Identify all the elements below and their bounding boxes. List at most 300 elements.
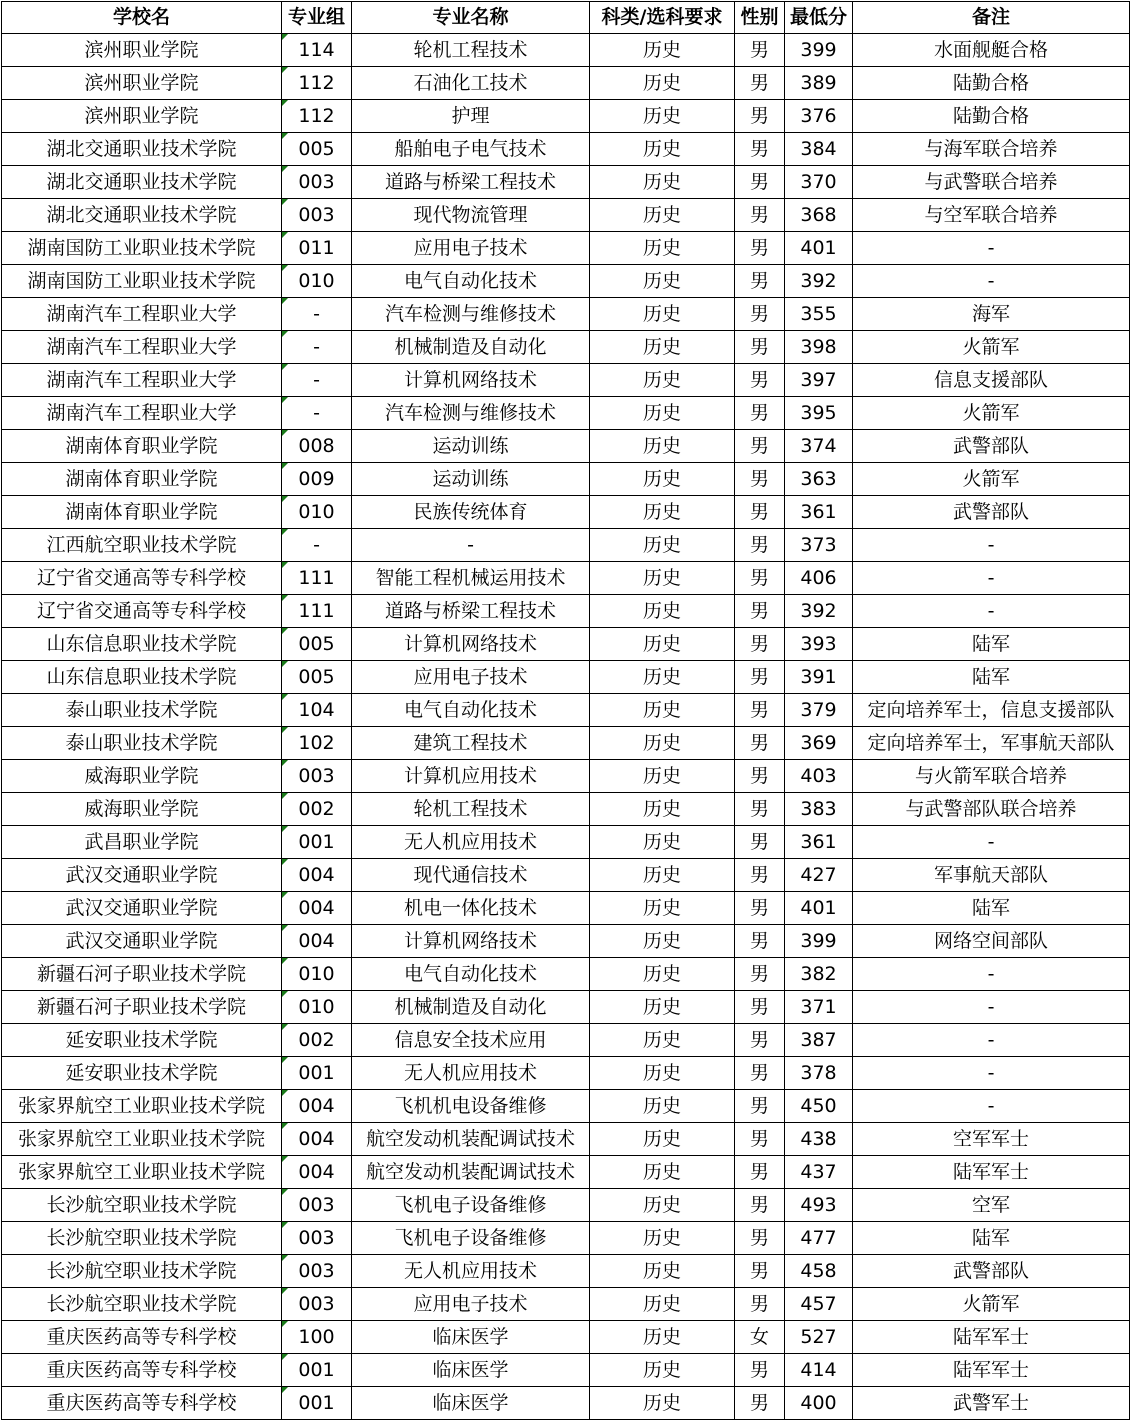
header-row (2, 2, 1130, 34)
min-score-cell: 395 (785, 397, 853, 430)
table-row (2, 793, 1130, 826)
major-name-cell: 飞机机电设备维修 (352, 1090, 590, 1123)
major-name-cell: 运动训练 (352, 430, 590, 463)
gender-cell: 男 (735, 925, 785, 958)
table-row (2, 265, 1130, 298)
min-score-cell: 427 (785, 859, 853, 892)
cell-text-marker-icon (282, 364, 288, 370)
subject-requirement-cell: 历史 (590, 232, 735, 265)
cell-text-marker-icon (282, 1024, 288, 1030)
school-name-cell: 重庆医药高等专科学校 (2, 1354, 282, 1387)
major-group-value: 008 (298, 434, 335, 457)
school-name-cell: 武昌职业学院 (2, 826, 282, 859)
school-name-cell: 湖南汽车工程职业大学 (2, 331, 282, 364)
cell-text-marker-icon (282, 133, 288, 139)
major-name-cell: 应用电子技术 (352, 661, 590, 694)
gender-cell: 男 (735, 1255, 785, 1288)
major-group-cell (282, 496, 352, 529)
major-group-value: 003 (298, 1259, 335, 1282)
major-group-value: 003 (298, 170, 335, 193)
subject-requirement-cell: 历史 (590, 34, 735, 67)
remarks-cell: 陆军 (853, 892, 1130, 925)
remarks-cell: 陆军军士 (853, 1321, 1130, 1354)
major-name-cell: 运动训练 (352, 463, 590, 496)
school-name-cell: 新疆石河子职业技术学院 (2, 991, 282, 1024)
gender-cell: 男 (735, 727, 785, 760)
subject-requirement-cell: 历史 (590, 1156, 735, 1189)
subject-requirement-cell: 历史 (590, 430, 735, 463)
major-name-cell: 计算机网络技术 (352, 628, 590, 661)
min-score-cell: 414 (785, 1354, 853, 1387)
gender-cell: 男 (735, 628, 785, 661)
major-group-value: 004 (298, 896, 335, 919)
school-name-cell: 湖北交通职业技术学院 (2, 166, 282, 199)
gender-cell: 男 (735, 1387, 785, 1420)
major-group-cell (282, 1387, 352, 1420)
cell-text-marker-icon (282, 166, 288, 172)
cell-text-marker-icon (282, 496, 288, 502)
subject-requirement-cell: 历史 (590, 661, 735, 694)
subject-requirement-cell: 历史 (590, 199, 735, 232)
school-name-cell: 重庆医药高等专科学校 (2, 1321, 282, 1354)
table-row (2, 1123, 1130, 1156)
cell-text-marker-icon (282, 958, 288, 964)
min-score-cell: 392 (785, 265, 853, 298)
remarks-cell: - (853, 991, 1130, 1024)
cell-text-marker-icon (282, 430, 288, 436)
school-name-cell: 新疆石河子职业技术学院 (2, 958, 282, 991)
subject-requirement-cell: 历史 (590, 562, 735, 595)
school-name-cell: 长沙航空职业技术学院 (2, 1288, 282, 1321)
table-row (2, 1354, 1130, 1387)
major-group-value: - (313, 533, 320, 556)
subject-requirement-cell: 历史 (590, 991, 735, 1024)
table-row (2, 1255, 1130, 1288)
gender-cell: 男 (735, 958, 785, 991)
min-score-cell: 361 (785, 826, 853, 859)
major-name-cell: 电气自动化技术 (352, 694, 590, 727)
major-group-value: 112 (298, 71, 335, 94)
table-row (2, 430, 1130, 463)
school-name-cell: 长沙航空职业技术学院 (2, 1255, 282, 1288)
major-group-cell (282, 892, 352, 925)
min-score-cell: 401 (785, 892, 853, 925)
school-name-cell: 张家界航空工业职业技术学院 (2, 1156, 282, 1189)
gender-cell: 男 (735, 496, 785, 529)
min-score-cell: 406 (785, 562, 853, 595)
major-group-cell (282, 1189, 352, 1222)
remarks-cell: 陆军 (853, 1222, 1130, 1255)
major-name-cell: 道路与桥梁工程技术 (352, 166, 590, 199)
remarks-cell: 陆勤合格 (853, 67, 1130, 100)
cell-text-marker-icon (282, 562, 288, 568)
min-score-cell: 527 (785, 1321, 853, 1354)
gender-cell: 男 (735, 364, 785, 397)
cell-text-marker-icon (282, 265, 288, 271)
major-group-value: 004 (298, 1127, 335, 1150)
remarks-cell: - (853, 529, 1130, 562)
gender-cell: 男 (735, 1123, 785, 1156)
cell-text-marker-icon (282, 628, 288, 634)
gender-cell: 男 (735, 1288, 785, 1321)
min-score-cell: 392 (785, 595, 853, 628)
table-row (2, 34, 1130, 67)
remarks-cell: - (853, 1024, 1130, 1057)
remarks-cell: 火箭军 (853, 463, 1130, 496)
cell-text-marker-icon (282, 1387, 288, 1393)
cell-text-marker-icon (282, 1123, 288, 1129)
major-name-cell: 汽车检测与维修技术 (352, 397, 590, 430)
gender-cell: 男 (735, 1156, 785, 1189)
subject-requirement-cell: 历史 (590, 529, 735, 562)
major-name-cell: 飞机电子设备维修 (352, 1189, 590, 1222)
school-name-cell: 武汉交通职业学院 (2, 892, 282, 925)
admission-scores-table (1, 1, 1130, 1420)
remarks-cell: 军事航天部队 (853, 859, 1130, 892)
table-row (2, 67, 1130, 100)
cell-text-marker-icon (282, 100, 288, 106)
min-score-cell: 403 (785, 760, 853, 793)
major-name-cell: 电气自动化技术 (352, 265, 590, 298)
table-row (2, 1387, 1130, 1420)
header-min-score: 最低分 (785, 2, 853, 34)
gender-cell: 女 (735, 1321, 785, 1354)
major-name-cell: 计算机网络技术 (352, 364, 590, 397)
cell-text-marker-icon (282, 1189, 288, 1195)
cell-text-marker-icon (282, 595, 288, 601)
school-name-cell: 威海职业学院 (2, 760, 282, 793)
major-name-cell: 应用电子技术 (352, 232, 590, 265)
major-group-value: - (313, 335, 320, 358)
major-name-cell: 无人机应用技术 (352, 1255, 590, 1288)
subject-requirement-cell: 历史 (590, 1222, 735, 1255)
major-group-cell (282, 364, 352, 397)
major-group-value: 005 (298, 665, 335, 688)
school-name-cell: 湖北交通职业技术学院 (2, 133, 282, 166)
school-name-cell: 张家界航空工业职业技术学院 (2, 1123, 282, 1156)
min-score-cell: 458 (785, 1255, 853, 1288)
major-group-cell (282, 1354, 352, 1387)
table-row (2, 628, 1130, 661)
gender-cell: 男 (735, 1024, 785, 1057)
cell-text-marker-icon (282, 463, 288, 469)
major-group-value: 003 (298, 203, 335, 226)
gender-cell: 男 (735, 991, 785, 1024)
major-group-cell (282, 34, 352, 67)
cell-text-marker-icon (282, 859, 288, 865)
table-row (2, 1189, 1130, 1222)
major-group-value: 011 (298, 236, 335, 259)
table-row (2, 562, 1130, 595)
cell-text-marker-icon (282, 34, 288, 40)
remarks-cell: 陆军军士 (853, 1354, 1130, 1387)
remarks-cell: 与火箭军联合培养 (853, 760, 1130, 793)
major-group-value: 003 (298, 1226, 335, 1249)
major-name-cell: 机械制造及自动化 (352, 991, 590, 1024)
table-row (2, 694, 1130, 727)
subject-requirement-cell: 历史 (590, 892, 735, 925)
major-group-value: 104 (298, 698, 335, 721)
min-score-cell: 378 (785, 1057, 853, 1090)
remarks-cell: - (853, 1057, 1130, 1090)
major-group-value: 002 (298, 1028, 335, 1051)
major-name-cell: 建筑工程技术 (352, 727, 590, 760)
major-group-value: - (313, 368, 320, 391)
subject-requirement-cell: 历史 (590, 364, 735, 397)
remarks-cell: 武警部队 (853, 496, 1130, 529)
major-name-cell: 机械制造及自动化 (352, 331, 590, 364)
subject-requirement-cell: 历史 (590, 958, 735, 991)
remarks-cell: 与武警部队联合培养 (853, 793, 1130, 826)
min-score-cell: 384 (785, 133, 853, 166)
gender-cell: 男 (735, 661, 785, 694)
major-group-value: 004 (298, 929, 335, 952)
min-score-cell: 368 (785, 199, 853, 232)
subject-requirement-cell: 历史 (590, 1189, 735, 1222)
remarks-cell: 火箭军 (853, 331, 1130, 364)
school-name-cell: 辽宁省交通高等专科学校 (2, 595, 282, 628)
cell-text-marker-icon (282, 925, 288, 931)
subject-requirement-cell: 历史 (590, 628, 735, 661)
cell-text-marker-icon (282, 1354, 288, 1360)
major-group-value: 010 (298, 500, 335, 523)
table-row (2, 199, 1130, 232)
header-subject-requirement: 科类/选科要求 (590, 2, 735, 34)
remarks-cell: 与空军联合培养 (853, 199, 1130, 232)
gender-cell: 男 (735, 166, 785, 199)
remarks-cell: 定向培养军士，信息支援部队 (853, 694, 1130, 727)
major-name-cell: 智能工程机械运用技术 (352, 562, 590, 595)
min-score-cell: 398 (785, 331, 853, 364)
school-name-cell: 武汉交通职业学院 (2, 859, 282, 892)
min-score-cell: 401 (785, 232, 853, 265)
school-name-cell: 长沙航空职业技术学院 (2, 1189, 282, 1222)
school-name-cell: 山东信息职业技术学院 (2, 628, 282, 661)
major-group-value: 004 (298, 1160, 335, 1183)
table-row (2, 133, 1130, 166)
major-name-cell: 护理 (352, 100, 590, 133)
major-name-cell: 现代通信技术 (352, 859, 590, 892)
gender-cell: 男 (735, 1354, 785, 1387)
major-group-cell (282, 1255, 352, 1288)
major-group-value: 112 (298, 104, 335, 127)
gender-cell: 男 (735, 67, 785, 100)
major-group-cell (282, 1156, 352, 1189)
subject-requirement-cell: 历史 (590, 265, 735, 298)
major-group-value: 010 (298, 962, 335, 985)
major-group-value: 004 (298, 863, 335, 886)
gender-cell: 男 (735, 1189, 785, 1222)
major-group-value: 003 (298, 1292, 335, 1315)
min-score-cell: 371 (785, 991, 853, 1024)
subject-requirement-cell: 历史 (590, 859, 735, 892)
major-group-cell (282, 430, 352, 463)
table-row (2, 1057, 1130, 1090)
table-row (2, 859, 1130, 892)
min-score-cell: 399 (785, 34, 853, 67)
major-group-value: 001 (298, 1358, 335, 1381)
gender-cell: 男 (735, 793, 785, 826)
school-name-cell: 湖南体育职业学院 (2, 430, 282, 463)
remarks-cell: 陆勤合格 (853, 100, 1130, 133)
min-score-cell: 399 (785, 925, 853, 958)
major-group-value: 111 (298, 599, 335, 622)
cell-text-marker-icon (282, 67, 288, 73)
major-name-cell: 航空发动机装配调试技术 (352, 1156, 590, 1189)
table-row (2, 1222, 1130, 1255)
major-group-value: 002 (298, 797, 335, 820)
cell-text-marker-icon (282, 1321, 288, 1327)
header-school-name: 学校名 (2, 2, 282, 34)
subject-requirement-cell: 历史 (590, 496, 735, 529)
cell-text-marker-icon (282, 760, 288, 766)
school-name-cell: 辽宁省交通高等专科学校 (2, 562, 282, 595)
major-name-cell: 机电一体化技术 (352, 892, 590, 925)
school-name-cell: 威海职业学院 (2, 793, 282, 826)
table-row (2, 232, 1130, 265)
min-score-cell: 437 (785, 1156, 853, 1189)
major-name-cell: - (352, 529, 590, 562)
table-row (2, 1090, 1130, 1123)
min-score-cell: 457 (785, 1288, 853, 1321)
major-name-cell: 信息安全技术应用 (352, 1024, 590, 1057)
major-group-cell (282, 628, 352, 661)
major-group-value: 001 (298, 1061, 335, 1084)
min-score-cell: 477 (785, 1222, 853, 1255)
min-score-cell: 363 (785, 463, 853, 496)
table-row (2, 1156, 1130, 1189)
table-row (2, 595, 1130, 628)
subject-requirement-cell: 历史 (590, 298, 735, 331)
cell-text-marker-icon (282, 331, 288, 337)
major-group-cell (282, 958, 352, 991)
major-group-value: 001 (298, 1391, 335, 1414)
major-group-cell (282, 727, 352, 760)
major-name-cell: 应用电子技术 (352, 1288, 590, 1321)
school-name-cell: 重庆医药高等专科学校 (2, 1387, 282, 1420)
gender-cell: 男 (735, 1057, 785, 1090)
school-name-cell: 滨州职业学院 (2, 67, 282, 100)
subject-requirement-cell: 历史 (590, 166, 735, 199)
cell-text-marker-icon (282, 1057, 288, 1063)
remarks-cell: - (853, 562, 1130, 595)
min-score-cell: 450 (785, 1090, 853, 1123)
gender-cell: 男 (735, 298, 785, 331)
header-gender: 性别 (735, 2, 785, 34)
major-group-cell (282, 1090, 352, 1123)
major-name-cell: 计算机应用技术 (352, 760, 590, 793)
min-score-cell: 369 (785, 727, 853, 760)
table-row (2, 100, 1130, 133)
gender-cell: 男 (735, 199, 785, 232)
major-name-cell: 无人机应用技术 (352, 826, 590, 859)
gender-cell: 男 (735, 1090, 785, 1123)
min-score-cell: 382 (785, 958, 853, 991)
cell-text-marker-icon (282, 1288, 288, 1294)
table-row (2, 364, 1130, 397)
gender-cell: 男 (735, 562, 785, 595)
major-name-cell: 临床医学 (352, 1354, 590, 1387)
min-score-cell: 393 (785, 628, 853, 661)
major-group-cell (282, 232, 352, 265)
cell-text-marker-icon (282, 694, 288, 700)
remarks-cell: - (853, 1090, 1130, 1123)
table-row (2, 892, 1130, 925)
major-group-cell (282, 1288, 352, 1321)
major-group-value: 003 (298, 764, 335, 787)
gender-cell: 男 (735, 463, 785, 496)
cell-text-marker-icon (282, 1255, 288, 1261)
school-name-cell: 湖南汽车工程职业大学 (2, 298, 282, 331)
remarks-cell: 武警军士 (853, 1387, 1130, 1420)
min-score-cell: 400 (785, 1387, 853, 1420)
table-row (2, 397, 1130, 430)
school-name-cell: 湖南汽车工程职业大学 (2, 364, 282, 397)
subject-requirement-cell: 历史 (590, 133, 735, 166)
remarks-cell: - (853, 595, 1130, 628)
major-group-value: 102 (298, 731, 335, 754)
subject-requirement-cell: 历史 (590, 760, 735, 793)
school-name-cell: 山东信息职业技术学院 (2, 661, 282, 694)
remarks-cell: 火箭军 (853, 1288, 1130, 1321)
gender-cell: 男 (735, 430, 785, 463)
major-group-cell (282, 694, 352, 727)
school-name-cell: 武汉交通职业学院 (2, 925, 282, 958)
subject-requirement-cell: 历史 (590, 925, 735, 958)
major-group-cell (282, 859, 352, 892)
major-group-cell (282, 463, 352, 496)
major-group-cell (282, 331, 352, 364)
remarks-cell: 武警部队 (853, 430, 1130, 463)
school-name-cell: 延安职业技术学院 (2, 1024, 282, 1057)
major-group-value: - (313, 302, 320, 325)
min-score-cell: 438 (785, 1123, 853, 1156)
major-group-cell (282, 1024, 352, 1057)
major-name-cell: 临床医学 (352, 1321, 590, 1354)
major-group-cell (282, 133, 352, 166)
gender-cell: 男 (735, 859, 785, 892)
gender-cell: 男 (735, 826, 785, 859)
major-group-cell (282, 1321, 352, 1354)
remarks-cell: - (853, 232, 1130, 265)
major-name-cell: 航空发动机装配调试技术 (352, 1123, 590, 1156)
major-group-cell (282, 166, 352, 199)
gender-cell: 男 (735, 760, 785, 793)
cell-text-marker-icon (282, 199, 288, 205)
school-name-cell: 泰山职业技术学院 (2, 694, 282, 727)
major-group-value: 010 (298, 995, 335, 1018)
school-name-cell: 滨州职业学院 (2, 34, 282, 67)
cell-text-marker-icon (282, 1090, 288, 1096)
table-row (2, 496, 1130, 529)
major-group-value: 010 (298, 269, 335, 292)
school-name-cell: 江西航空职业技术学院 (2, 529, 282, 562)
major-group-cell (282, 67, 352, 100)
cell-text-marker-icon (282, 1222, 288, 1228)
remarks-cell: - (853, 826, 1130, 859)
major-name-cell: 无人机应用技术 (352, 1057, 590, 1090)
min-score-cell: 387 (785, 1024, 853, 1057)
table-row (2, 1321, 1130, 1354)
major-group-value: 114 (298, 38, 335, 61)
subject-requirement-cell: 历史 (590, 100, 735, 133)
major-group-cell (282, 991, 352, 1024)
school-name-cell: 泰山职业技术学院 (2, 727, 282, 760)
major-name-cell: 电气自动化技术 (352, 958, 590, 991)
min-score-cell: 493 (785, 1189, 853, 1222)
table-row (2, 331, 1130, 364)
gender-cell: 男 (735, 1222, 785, 1255)
